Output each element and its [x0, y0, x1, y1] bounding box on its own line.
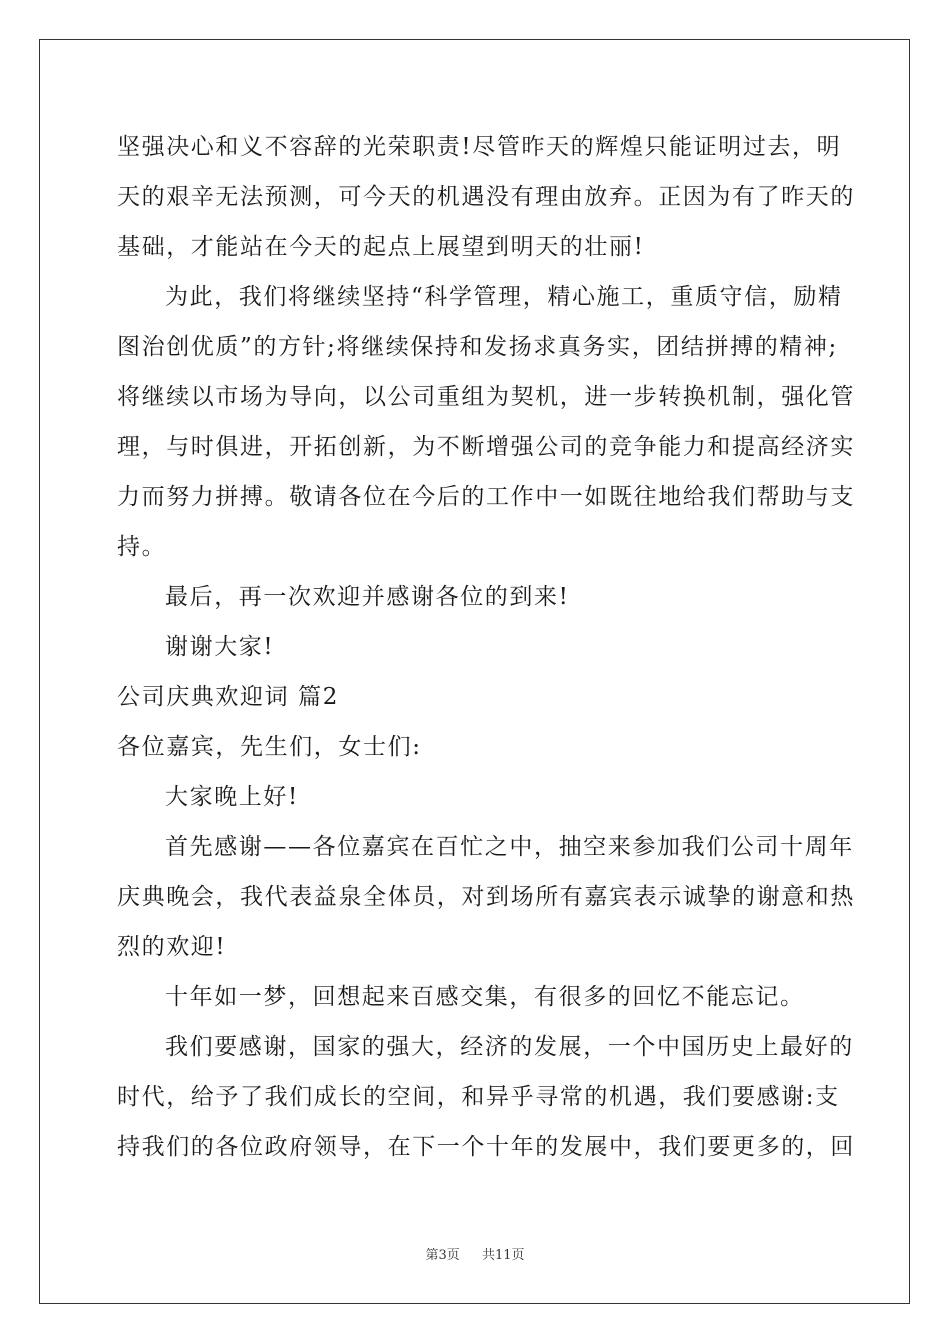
text-line: 首先感谢——各位嘉宾在百忙之中，抽空来参加我们公司十周年	[165, 834, 854, 860]
text-line: 天的艰辛无法预测，可今天的机遇没有理由放弃。正因为有了昨天的	[117, 184, 855, 210]
text-line: 烈的欢迎!	[117, 934, 227, 960]
section-heading: 公司庆典欢迎词 篇2	[117, 684, 339, 710]
page-total: 共11页	[482, 1248, 525, 1263]
text-line: 持。	[117, 534, 167, 560]
salutation: 各位嘉宾，先生们，女士们:	[117, 734, 422, 760]
text-line: 谢谢大家!	[165, 634, 275, 660]
text-line: 理，与时俱进，开拓创新，为不断增强公司的竞争能力和提高经济实	[117, 434, 855, 460]
text-line: 庆典晚会，我代表益泉全体员，对到场所有嘉宾表示诚挚的谢意和热	[117, 884, 855, 910]
text-line: 力而努力拼搏。敬请各位在今后的工作中一如既往地给我们帮助与支	[117, 484, 855, 510]
text-line: 时代，给予了我们成长的空间，和异乎寻常的机遇，我们要感谢:支	[117, 1084, 840, 1110]
text-line: 基础，才能站在今天的起点上展望到明天的壮丽!	[117, 234, 645, 260]
page-footer	[0, 1244, 950, 1263]
document-body	[117, 122, 855, 1172]
text-line: 最后，再一次欢迎并感谢各位的到来!	[165, 584, 570, 610]
text-line: 十年如一梦，回想起来百感交集，有很多的回忆不能忘记。	[165, 984, 805, 1010]
text-line: 大家晚上好!	[165, 784, 299, 810]
text-line: 我们要感谢，国家的强大，经济的发展，一个中国历史上最好的	[165, 1034, 854, 1060]
page-number: 第3页	[425, 1248, 460, 1263]
text-line: 图治创优质”的方针;将继续保持和发扬求真务实，团结拼搏的精神;	[117, 334, 838, 360]
text-line: 持我们的各位政府领导，在下一个十年的发展中，我们要更多的，回	[117, 1134, 855, 1160]
text-line: 坚强决心和义不容辞的光荣职责!尽管昨天的辉煌只能证明过去，明	[117, 134, 842, 160]
text-line: 将继续以市场为导向，以公司重组为契机，进一步转换机制，强化管	[117, 384, 855, 410]
text-line: 为此，我们将继续坚持“科学管理，精心施工，重质守信，励精	[165, 284, 843, 310]
